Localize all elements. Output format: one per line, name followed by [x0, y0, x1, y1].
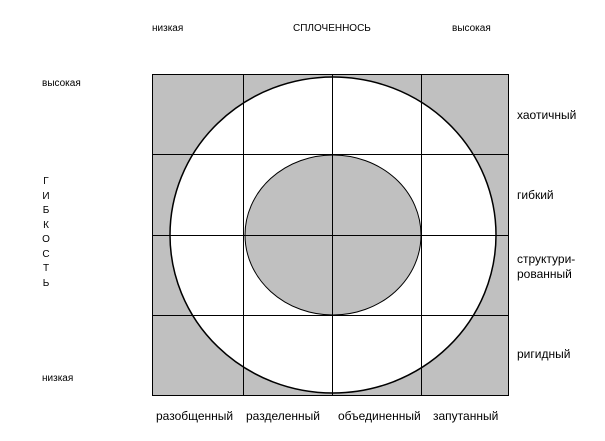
cohesion-axis-title: СПЛОЧЕННОСЬ	[293, 23, 371, 34]
flexibility-low-label: низкая	[42, 373, 74, 384]
flexibility-letter: Т	[42, 263, 50, 274]
flexibility-letter: К	[43, 219, 49, 231]
flexibility-high-label: высокая	[42, 78, 81, 89]
flexibility-letter: Ь	[42, 277, 50, 289]
flexibility-category-chaotic: хаотичный	[517, 108, 577, 122]
cohesion-category-disengaged: разобщенный	[156, 409, 234, 423]
flexibility-letter: Б	[42, 205, 50, 216]
flexibility-category-structured-2: рованный	[517, 267, 572, 281]
flexibility-category-flexible: гибкий	[517, 188, 554, 202]
cohesion-high-label: высокая	[452, 23, 491, 34]
cohesion-category-enmeshed: запутанный	[433, 409, 499, 423]
cohesion-category-connected: объединенный	[338, 409, 421, 423]
flexibility-letter: О	[42, 234, 50, 245]
flexibility-letter: С	[42, 248, 50, 260]
flexibility-category-rigid: ригидный	[517, 347, 571, 361]
flexibility-letter: И	[42, 190, 50, 202]
cohesion-low-label: низкая	[152, 23, 184, 34]
flexibility-category-structured-1: структури-	[517, 252, 576, 266]
cohesion-category-separated: разделенный	[246, 409, 320, 423]
flexibility-letter: Г	[43, 176, 49, 187]
